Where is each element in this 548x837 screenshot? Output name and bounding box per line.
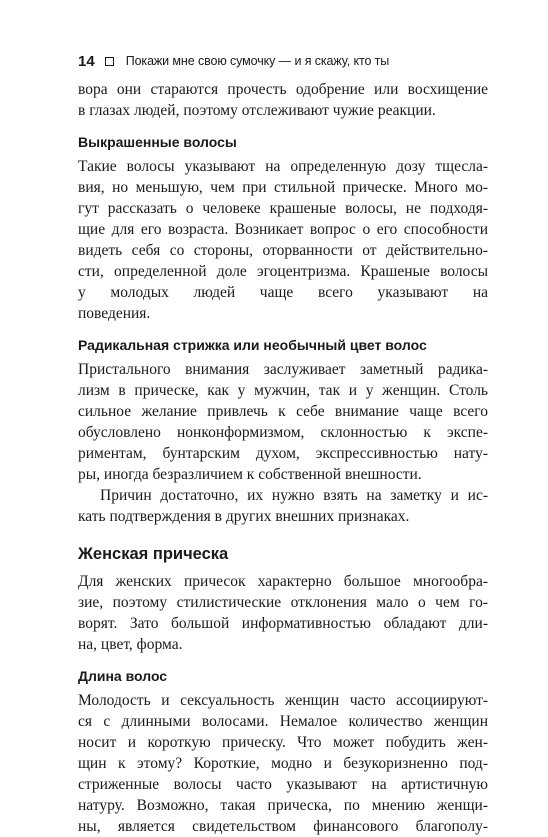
- radical-haircut-paragraph-1: [78, 359, 488, 485]
- text-line: Молодость и сексуальность женщин часто ассоциируют-: [78, 692, 488, 709]
- text-line: в глазах людей, поэтому отслеживают чужие реакции.: [78, 102, 436, 119]
- text-line: сильное желание привлечь к себе внимание чаще всего: [78, 403, 488, 420]
- text-line: вия, но меньшую, чем при стильной прическе. Много мо-: [78, 179, 488, 196]
- radical-haircut-paragraph-2: [78, 485, 488, 527]
- hair-length-paragraph: [78, 690, 488, 837]
- text-line: гут рассказать о человеке крашеные волосы, не подходя-: [78, 200, 488, 217]
- section-heading-womens-hairstyle: Женская прическа: [78, 545, 229, 563]
- text-line: Пристального внимания заслуживает заметный радика-: [78, 361, 488, 378]
- text-line: ся с длинными волосами. Немалое количество женщин: [78, 713, 488, 730]
- text-line: Причин достаточно, их нужно взять на заметку и ис-: [100, 487, 488, 504]
- text-line: вора они стараются прочесть одобрение или восхищение: [78, 81, 488, 98]
- subheading-radical-haircut: Радикальная стрижка или необычный цвет волос: [78, 337, 427, 353]
- text-line: ворят. Зато большой информативностью обладают дли-: [78, 615, 488, 632]
- text-line: натуру. Возможно, такая прическа, по мнению женщи-: [78, 797, 488, 814]
- page-body: [78, 79, 488, 837]
- text-line: стриженные волосы часто указывают на артистичную: [78, 776, 488, 793]
- intro-paragraph: [78, 79, 488, 121]
- text-line: обусловлено нонконформизмом, склонностью к экспе-: [78, 424, 488, 441]
- text-line: щин к этому? Короткие, модно и безукоризненно под-: [78, 755, 488, 772]
- page-header: [78, 50, 488, 72]
- text-line: лизм в прическе, как у мужчин, так и у женщин. Столь: [78, 382, 488, 399]
- dyed-hair-paragraph: [78, 156, 488, 324]
- subheading-dyed-hair: Выкрашенные волосы: [78, 134, 237, 150]
- text-line: носит и короткую прическу. Что может побудить жен-: [78, 734, 488, 751]
- text-line: кать подтверждения в других внешних признаках.: [78, 508, 410, 525]
- text-line: сти, определенной доле эгоцентризма. Крашеные волосы: [78, 263, 488, 280]
- text-line: Такие волосы указывают на определенную дозу тщесла-: [78, 158, 488, 175]
- text-line: поведения.: [78, 305, 151, 322]
- square-icon: [105, 57, 114, 66]
- text-line: зие, поэтому стилистические отклонения мало о чем го-: [78, 594, 488, 611]
- womens-hairstyle-paragraph: [78, 571, 488, 655]
- text-line: Для женских причесок характерно большое многообра-: [78, 573, 488, 590]
- text-line: риментам, бунтарским духом, экспрессивностью нату-: [78, 445, 488, 462]
- page-number: 14: [78, 52, 95, 70]
- text-line: щие для его возраста. Возникает вопрос о его способности: [78, 221, 488, 238]
- text-line: у молодых людей чаще всего указывают на: [78, 284, 488, 301]
- text-line: ры, иногда безразличием к собственной внешности.: [78, 466, 422, 483]
- text-line: на, цвет, форма.: [78, 636, 183, 653]
- running-title: Покажи мне свою сумочку — и я скажу, кто ты: [125, 54, 390, 68]
- text-line: ны, является свидетельством финансового благополу-: [78, 818, 488, 835]
- subheading-hair-length: Длина волос: [78, 668, 168, 684]
- text-line: видеть себя со стороны, оторванности от действительно-: [78, 242, 488, 259]
